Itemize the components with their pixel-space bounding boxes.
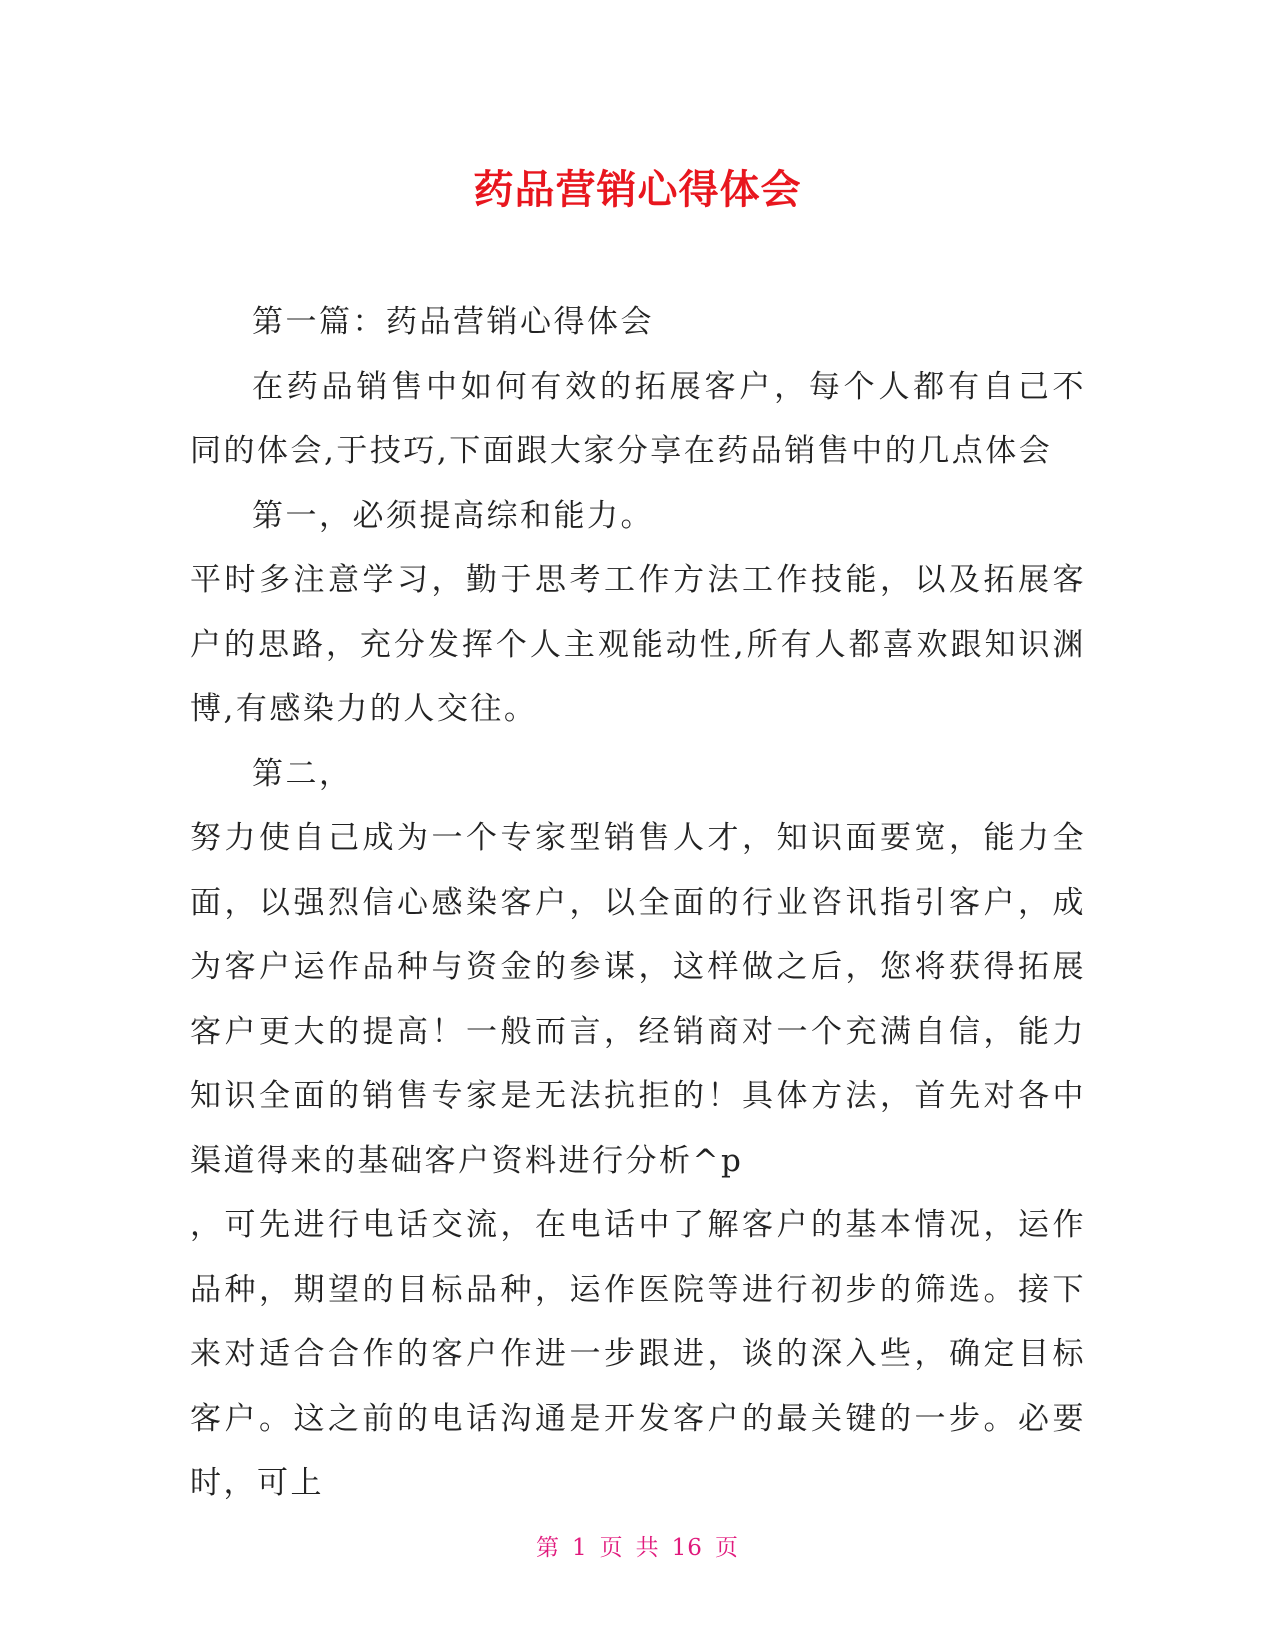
paragraph-heading-first: 第一篇：药品营销心得体会 [252, 304, 654, 340]
document-body [190, 290, 1086, 1516]
paragraph-point-one-body: 平时多注意学习，勤于思考工作方法工作技能，以及拓展客户的思路，充分发挥个人主观能动性,所有人都喜欢跟知识渊博,有感染力的人交往。 [190, 562, 1086, 727]
paragraph-intro: 在药品销售中如何有效的拓展客户，每个人都有自己不同的体会,于技巧,下面跟大家分享在药品销售中的几点体会 [190, 368, 1086, 469]
paragraph-point-two-body: 努力使自己成为一个专家型销售人才，知识面要宽，能力全面，以强烈信心感染客户，以全面的行业咨讯指引客户，成为客户运作品种与资金的参谋，这样做之后，您将获得拓展客户更大的提高！一般而言，经销商对一个充满自信，能力知识全面的销售专家是无法抗拒的！具体方法，首先对各中渠道得来的基础客户资料进行分析^p [190, 820, 1086, 1179]
footer-label-total-suffix: 页 [714, 1535, 739, 1561]
paragraph-point-two-continued: ，可先进行电话交流，在电话中了解客户的基本情况，运作品种，期望的目标品种，运作医院等进行初步的筛选。接下来对适合合作的客户作进一步跟进，谈的深入些，确定目标客户。这之前的电话沟通是开发客户的最关键的一步。必要时，可上 [190, 1207, 1086, 1501]
footer-label-page: 第 [536, 1535, 561, 1561]
paragraph-point-two-heading: 第二， [252, 755, 353, 792]
page-number-footer [0, 1532, 1275, 1564]
document-title: 药品营销心得体会 [473, 167, 802, 213]
footer-total-pages: 16 [671, 1535, 703, 1561]
footer-label-page-suffix: 页 [599, 1535, 624, 1561]
footer-label-total: 共 [635, 1535, 660, 1561]
paragraph-point-one-heading: 第一，必须提高综和能力。 [252, 497, 654, 534]
footer-current-page: 1 [572, 1535, 588, 1561]
